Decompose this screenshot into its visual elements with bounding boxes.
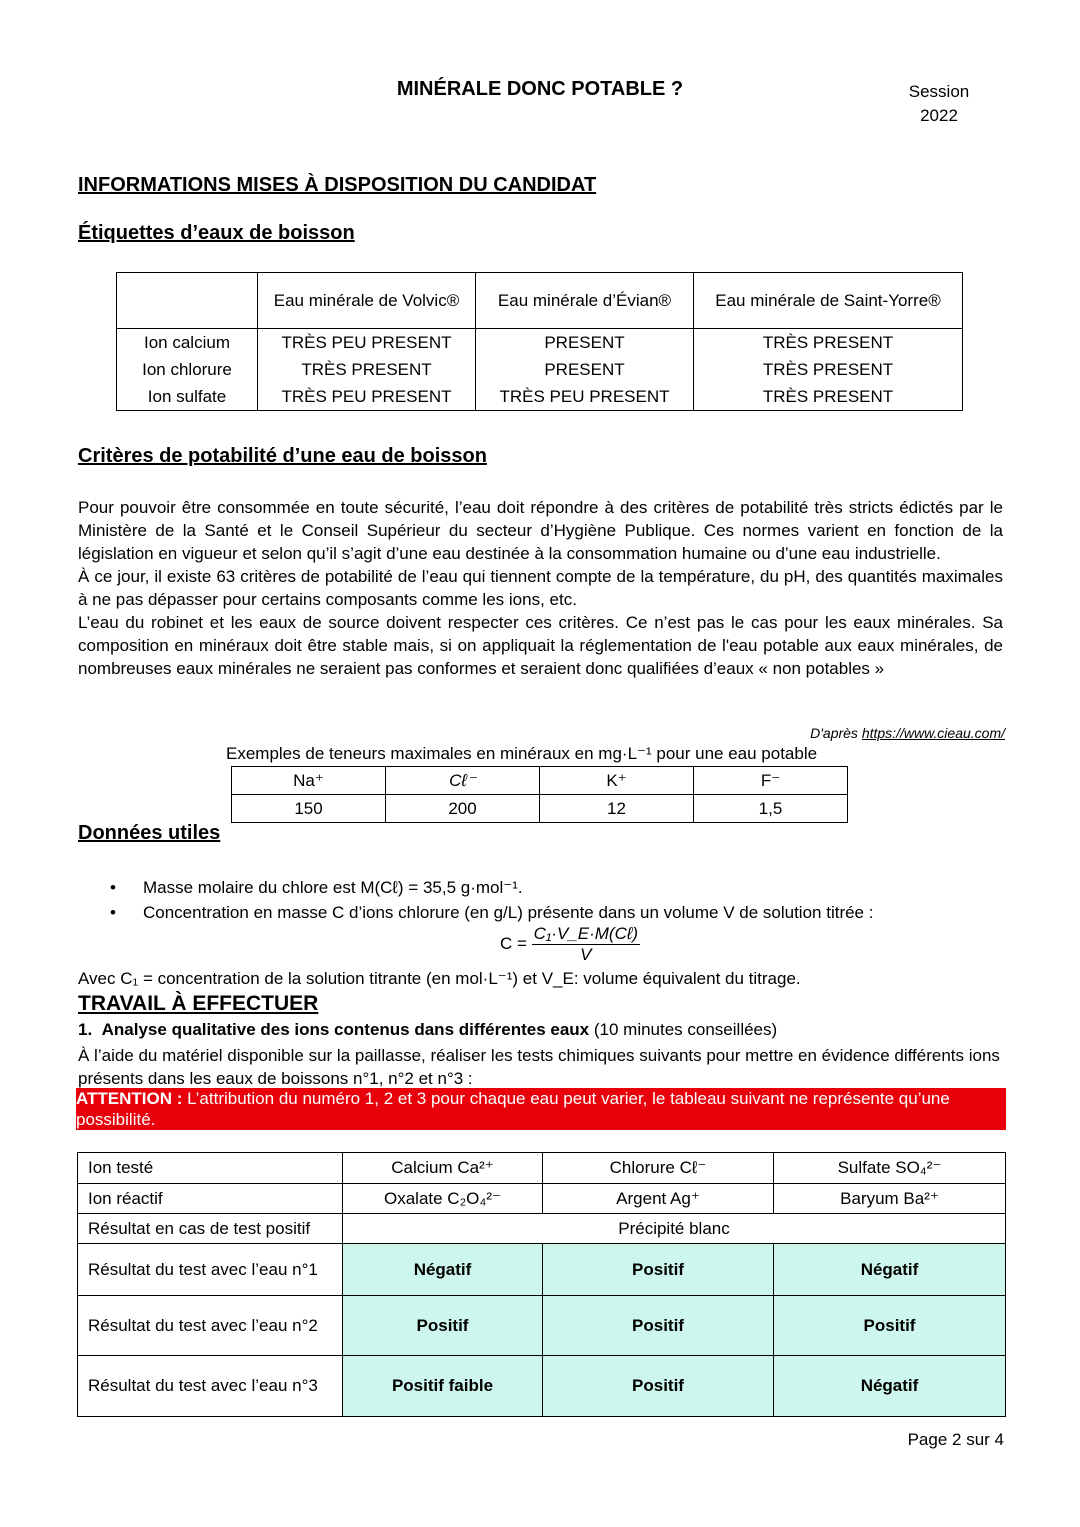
table-cell: Baryum Ba²⁺: [774, 1184, 1006, 1214]
row-header: Ion chlorure: [117, 356, 258, 383]
table-cell: Calcium Ca²⁺: [343, 1153, 543, 1184]
row-header: Ion calcium: [117, 329, 258, 357]
row-label: Ion réactif: [78, 1184, 343, 1214]
table-cell: PRESENT: [476, 329, 694, 357]
work-heading: TRAVAIL À EFFECTUER: [78, 992, 319, 1015]
result-cell: Positif faible: [343, 1356, 543, 1417]
concentration-formula: [500, 924, 640, 965]
question-1: [78, 1020, 777, 1040]
criteria-heading: Critères de potabilité d’une eau de boisson: [78, 445, 487, 467]
column-header: Eau minérale de Volvic®: [258, 273, 476, 329]
ion-header: F⁻: [694, 767, 848, 795]
bullet-item: • Concentration en masse C d’ions chlorure (en g/L) présente dans un volume V de solution titrée :: [110, 900, 873, 925]
attention-banner: [76, 1088, 1006, 1130]
table-cell: TRÈS PEU PRESENT: [258, 329, 476, 357]
source-link[interactable]: https://www.cieau.com/: [861, 725, 1005, 741]
question-duration: (10 minutes conseillées): [593, 1020, 778, 1039]
session-word: Session: [908, 82, 970, 101]
page-number: Page 2 sur 4: [907, 1430, 1004, 1449]
column-header: Eau minérale d’Évian®: [476, 273, 694, 329]
max-value: 150: [232, 795, 386, 823]
result-cell: Négatif: [343, 1244, 543, 1296]
attention-text: L’attribution du numéro 1, 2 et 3 pour chaque eau peut varier, le tableau suivant ne représente qu’une possibilité.: [76, 1089, 950, 1129]
table-cell: TRÈS PRESENT: [694, 356, 963, 383]
row-label: Ion testé: [78, 1153, 343, 1184]
formula-fraction: [532, 924, 640, 965]
formula-numerator: C₁·V_E·M(Cℓ): [533, 924, 639, 943]
source-prefix: D'après: [810, 725, 862, 741]
bullet-item: • Masse molaire du chlore est M(Cℓ) = 35,5 g·mol⁻¹.: [110, 875, 873, 900]
data-heading: Données utiles: [78, 822, 221, 844]
table-cell: Précipité blanc: [343, 1214, 1006, 1244]
question-title: Analyse qualitative des ions contenus dans différentes eaux: [101, 1020, 590, 1039]
instruction-text: À l’aide du matériel disponible sur la paillasse, réaliser les tests chimiques suivants pour mettre en évidence différents ions présents dans les eaux de boissons n°1, n°2 et n°3 :: [78, 1046, 1000, 1088]
row-label: Résultat du test avec l’eau n°3: [78, 1356, 343, 1417]
result-cell: Positif: [543, 1296, 774, 1356]
row-label: Résultat du test avec l’eau n°2: [78, 1296, 343, 1356]
result-cell: Positif: [543, 1356, 774, 1417]
session-year: 2022: [920, 106, 958, 125]
result-cell: Positif: [543, 1244, 774, 1296]
table-cell: TRÈS PRESENT: [258, 356, 476, 383]
session-label: [895, 80, 983, 128]
section-info-heading: INFORMATIONS MISES À DISPOSITION DU CANDIDAT: [78, 174, 597, 196]
paragraph: À ce jour, il existe 63 critères de potabilité de l’eau qui tiennent compte de la température, du pH, des quantités maximales à ne pas dépasser pour certains composants comme les ions, etc.: [78, 567, 1003, 609]
column-header: Eau minérale de Saint-Yorre®: [694, 273, 963, 329]
row-label: Résultat du test avec l’eau n°1: [78, 1244, 343, 1296]
water-labels-table: [116, 272, 963, 411]
result-cell: Positif: [774, 1296, 1006, 1356]
max-value: 200: [386, 795, 540, 823]
table-cell: TRÈS PEU PRESENT: [476, 383, 694, 411]
formula-lhs: C =: [500, 933, 527, 953]
labels-heading: Étiquettes d’eaux de boisson: [78, 222, 355, 244]
table-cell: PRESENT: [476, 356, 694, 383]
table-cell: Oxalate C₂O₄²⁻: [343, 1184, 543, 1214]
table-cell: TRÈS PEU PRESENT: [258, 383, 476, 411]
table-cell: Chlorure Cℓ⁻: [543, 1153, 774, 1184]
max-table-caption: Exemples de teneurs maximales en minéraux en mg·L⁻¹ pour une eau potable: [226, 744, 818, 763]
paragraph: L’eau du robinet et les eaux de source doivent respecter ces critères. Ce n’est pas le cas pour les eaux minérales. Sa composition en minéraux doit être stable mais, si on appliquait la réglementation de l'eau potable aux eaux minérales, de nombreuses eaux minérales ne seraient pas conformes et seraient donc qualifiées d’eaux « non potables »: [78, 613, 1003, 678]
max-value: 1,5: [694, 795, 848, 823]
ion-header: Cℓ⁻: [386, 767, 540, 795]
variables-description: Avec C₁ = concentration de la solution titrante (en mol·L⁻¹) et V_E: volume équivalent du titrage.: [78, 969, 801, 988]
ion-header: K⁺: [540, 767, 694, 795]
table-cell: Sulfate SO₄²⁻: [774, 1153, 1006, 1184]
ion-tests-table: [77, 1152, 1006, 1417]
row-label: Résultat en cas de test positif: [78, 1214, 343, 1244]
result-cell: Négatif: [774, 1356, 1006, 1417]
data-bullets: [110, 875, 873, 925]
source-credit: [700, 725, 1005, 741]
page-title: MINÉRALE DONC POTABLE ?: [396, 78, 684, 100]
table-cell: TRÈS PRESENT: [694, 329, 963, 357]
paragraph: Pour pouvoir être consommée en toute sécurité, l’eau doit répondre à des critères de potabilité très stricts édictés par le Ministère de la Santé et le Conseil Supérieur du secteur d’Hygiène Publique. Ces normes varient en fonction de la législation en vigueur et selon qu’il s’agit d’une eau destinée à la consommation humaine ou d’une eau industrielle.: [78, 498, 1003, 563]
max-value: 12: [540, 795, 694, 823]
empty-corner-cell: [117, 273, 258, 329]
max-concentration-table: [231, 766, 848, 823]
formula-denominator: V: [580, 945, 592, 964]
result-cell: Positif: [343, 1296, 543, 1356]
ion-header: Na⁺: [232, 767, 386, 795]
table-cell: TRÈS PRESENT: [694, 383, 963, 411]
result-cell: Négatif: [774, 1244, 1006, 1296]
question-number: 1.: [78, 1020, 93, 1039]
row-header: Ion sulfate: [117, 383, 258, 411]
criteria-text: [78, 496, 1003, 680]
table-cell: Argent Ag⁺: [543, 1184, 774, 1214]
attention-label: ATTENTION :: [76, 1089, 183, 1108]
